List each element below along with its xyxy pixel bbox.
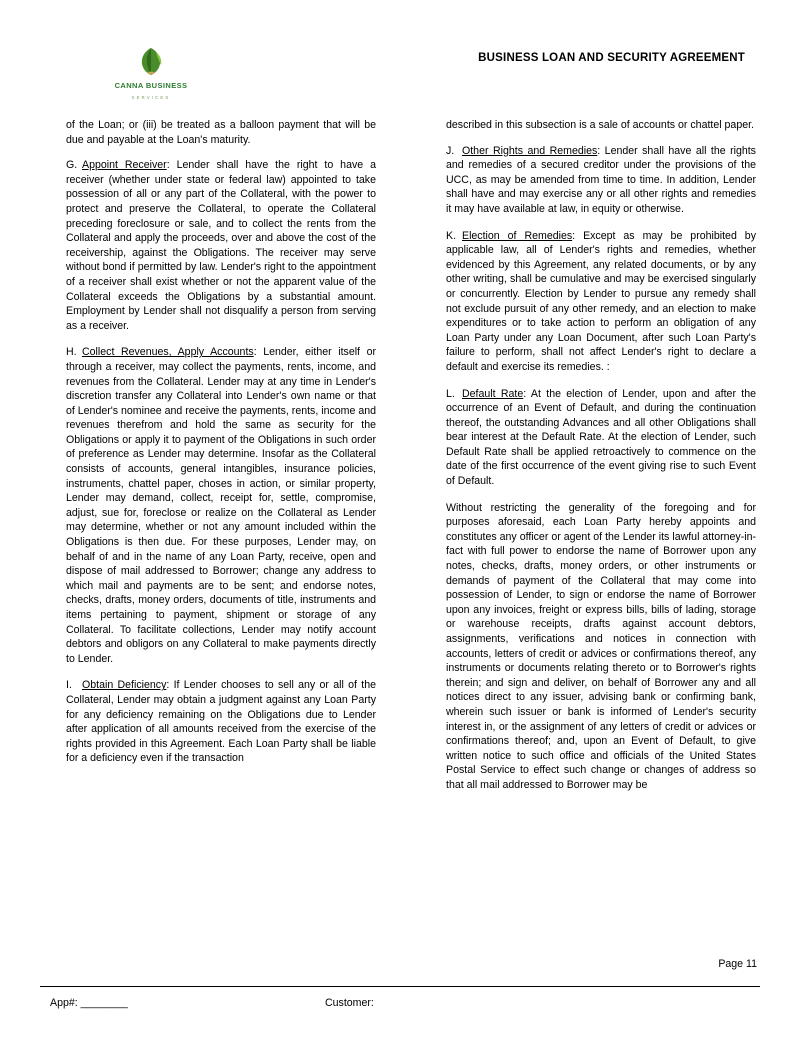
paragraph-heading: Default Rate (462, 387, 524, 400)
paragraph (446, 387, 756, 489)
paragraph-text: Without restricting the generality of the foregoing and for purposes aforesaid, each Loan Party hereby appoints and constitutes any officer or agent of the Lender its lawful attorney-in-fact with full power to endorse the name of Borrower upon any notes, checks, drafts, money orders, or other instruments or demands of payment of the Collateral that may come into possession of Lender, to sign or endorse the name of Borrower upon any invoices, freight or express bills, bills of lading, storage or warehouse receipts, drafts against account debtors, assignments, verifications and notices in connection with accounts, letters of credit or advices or confirmations thereof, any instruments or documents relating thereto or to Borrower's rights therein; and sign and deliver, on behalf of Borrower any and all notices direct to any issuer, advising bank or confirming bank, wherein such issuer or bank is informed of Lender's security interest in, or the assignment of any letters of credit or advices or confirmations thereof; and, upon an Event of Default, to give written notice to such office and officials of the United States Postal Service to effect such change or changes of address so that all mail addressed to Borrower may be (446, 501, 756, 791)
paragraph-lead: K. (446, 229, 457, 242)
paragraph-lead: G. (66, 159, 78, 172)
paragraph-heading: Election of Remedies (462, 229, 573, 242)
paragraph (66, 678, 376, 766)
company-logo (96, 46, 206, 101)
page-footer (40, 997, 760, 1017)
paragraph-text: : Lender shall have the right to have a receiver (whether under state or federal law) appointed to take possession of all or any part of the Collateral, with the power to protect and preserve the Collateral, to operate the Collateral preceding foreclosure or sale, and to collect the rents from the Collateral and apply the proceeds, over and above the cost of the receivership, against the Obligations. The receiver may serve without bond if permitted by law. Lender's right to the appointment of a receiver shall exist whether or not the apparent value of the Collateral exceeds the Obligations by a substantial amount. Employment by Lender shall not disqualify a person from serving as a receiver. (66, 159, 376, 332)
paragraph-lead: I. (66, 679, 72, 692)
logo-company-name: CANNA BUSINESS (114, 81, 188, 90)
paragraph-lead: L. (446, 387, 455, 400)
paragraph-text: described in this subsection is a sale of accounts or chattel paper. (446, 119, 754, 131)
paragraph (446, 229, 756, 375)
paragraph-text: : Except as may be prohibited by applicable law, all of Lender's rights and remedies, whether evidenced by this Agreement, any related documents, or by any other writing, shall be cumulative and may be exercised singularly or concurrently. Election by Lender to pursue any remedy shall not exclude pursuit of any other remedy, and an election to make expenditures or to take action to perform an obligation of any Loan Party under any Loan Document, after such Loan Party's failure to perform, shall not affect Lender's right to declare a default and exercise its remedies. : (446, 229, 756, 373)
paragraph-text: : At the election of Lender, upon and after the occurrence of an Event of Default, and during the continuation thereof, the outstanding Advances and all other Obligations shall bear interest at the Default Rate. At the election of Lender, such Default Rate shall be applied retroactively to commence on the date of the first occurrence of the event giving rise to such Event of Default. (446, 387, 757, 488)
paragraph-heading: Appoint Receiver (82, 159, 167, 172)
paragraph (446, 118, 756, 133)
document-body (66, 118, 756, 805)
right-column (446, 118, 756, 805)
document-title: BUSINESS LOAN AND SECURITY AGREEMENT (478, 52, 745, 64)
left-column (66, 118, 376, 778)
paragraph-text: : Lender, either itself or through a receiver, may collect the payments, rents, income, and revenues from the Collateral. Lender may at any time in Lender's discretion transfer any Collateral into Lender's own name or that of Lender's nominee and receive the payments, rents, income and revenues therefrom and hold the same as security for the Obligations or apply it to payment of the Obligations in such order of preference as Lender may determine. Insofar as the Collateral consists of accounts, general intangibles, insurance policies, instruments, chattel paper, choses in action, or similar property, Lender may demand, collect, receipt for, settle, compromise, adjust, sue for, foreclose or realize on the Collateral as Lender may determine, whether or not any amount included within the Obligations is then due. For these purposes, Lender may, on behalf of and in the name of any Loan Party, receive, open and dispose of mail addressed to Borrower; change any address to which mail and payments are to be sent; and endorse notes, checks, drafts, money orders, documents of title, instruments and items pertaining to payment, shipment or storage of any Collateral. To facilitate collections, Lender may notify account debtors and obligors on any Collateral to make payments directly to Lender. (66, 346, 377, 665)
paragraph-text: : If Lender chooses to sell any or all of the Collateral, Lender may obtain a judgment against any Loan Party for any deficiency remaining on the Obligations due to Lender after application of all amounts received from the exercise of the rights provided in this Agreement. Each Loan Party shall be liable for a deficiency even if the transaction (66, 679, 376, 765)
paragraph-lead: J. (446, 144, 455, 157)
paragraph (446, 501, 756, 793)
logo-tagline: SERVICES (131, 95, 171, 101)
paragraph-heading: Obtain Deficiency (82, 679, 167, 692)
paragraph-heading: Collect Revenues, Apply Accounts (82, 346, 254, 359)
footer-divider (40, 986, 760, 987)
paragraph-text: : Lender shall have all the rights and remedies of a secured creditor under the provisions of the UCC, as may be amended from time to time. In addition, Lender shall have and may exercise any or all other rights and remedies it may have available at law, in equity or otherwise. (446, 144, 756, 215)
paragraph-lead: H. (66, 346, 77, 359)
paragraph-heading: Other Rights and Remedies (462, 144, 598, 157)
page-number: Page 11 (718, 958, 757, 970)
page-header (60, 42, 745, 102)
paragraph (66, 158, 376, 333)
leaf-logo-icon (136, 46, 166, 76)
paragraph (66, 345, 376, 666)
paragraph (66, 118, 376, 147)
paragraph-text: of the Loan; or (iii) be treated as a balloon payment that will be due and payable at the Loan's maturity. (66, 119, 376, 146)
application-number-field[interactable]: App#: ________ (50, 997, 128, 1009)
customer-field[interactable]: Customer: (325, 997, 374, 1009)
paragraph (446, 144, 756, 217)
